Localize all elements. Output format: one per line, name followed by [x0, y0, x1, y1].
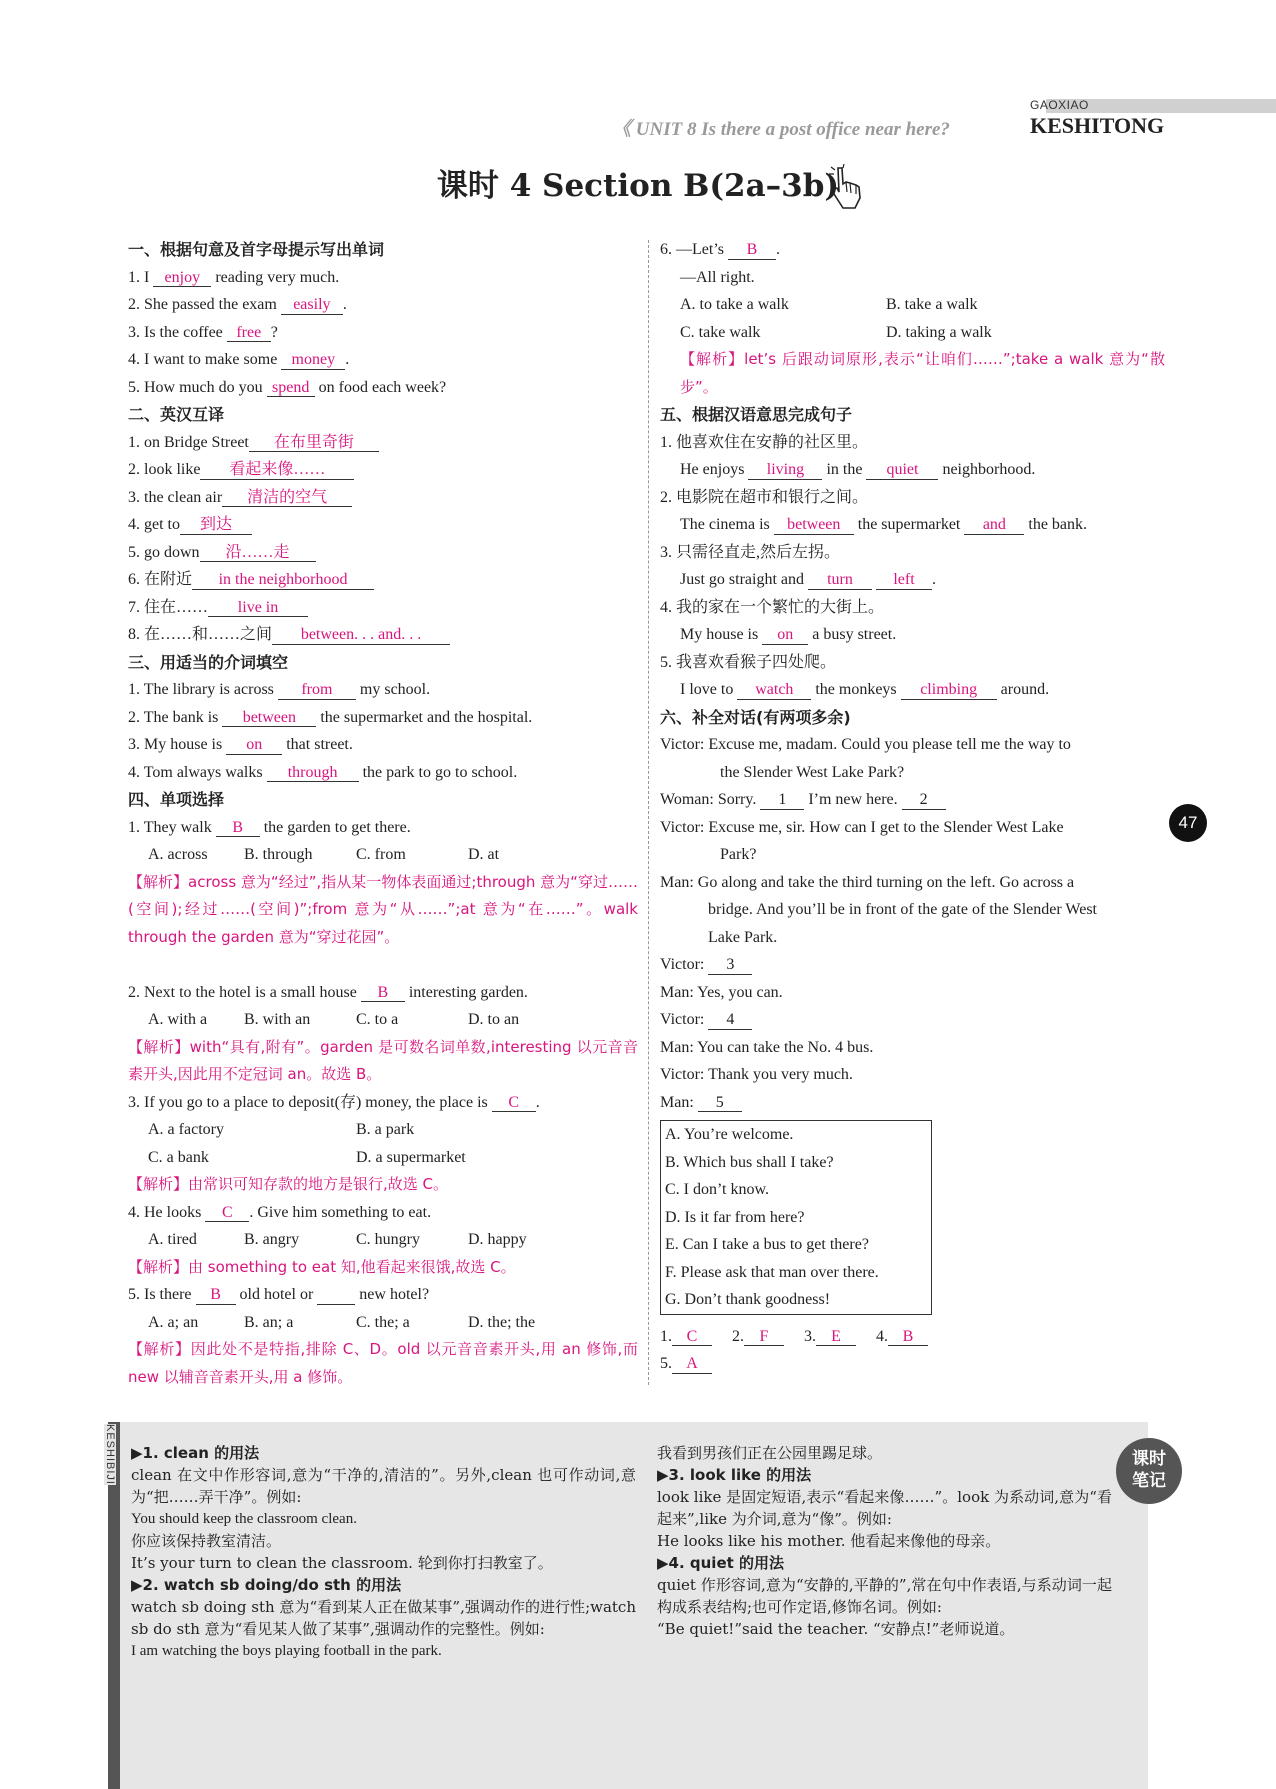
dialog-option: C. I don’t know.	[665, 1181, 769, 1198]
dialog-blank: 3	[708, 957, 752, 975]
sec4-q4-explanation: 【解析】由 something to eat 知,他看起来很饿,故选 C。	[128, 1257, 516, 1276]
note-2-example-cn: 我看到男孩们正在公园里踢足球。	[657, 1444, 883, 1462]
dialog-blank: 1	[760, 792, 804, 810]
sec4-q6-options-row1: A. to take a walk B. take a walk	[680, 296, 978, 313]
page-title: 课时 4 Section B(2a–3b)	[436, 168, 840, 204]
header-brand: KESHITONG	[1030, 113, 1165, 138]
answer-blank: on	[762, 627, 808, 645]
answer-blank: 沿……走	[200, 545, 316, 563]
dialog-answers-row2: 5. A	[660, 1350, 1165, 1378]
dialog-line: Man: 5	[660, 1089, 1165, 1117]
answer-blank: from	[278, 682, 356, 700]
dialog-line: Man: Yes, you can.	[660, 983, 783, 1001]
sec2-q8: 8. 在……和……之间 between. . . and. . .	[128, 621, 638, 649]
sec4-q6: 6. —Let’s B .	[660, 241, 780, 258]
answer-blank: turn	[808, 572, 872, 590]
answer-blank: C	[205, 1205, 249, 1223]
header-series: GAOXIAO	[1030, 98, 1089, 112]
note-3-heading: ▶3. look like 的用法	[657, 1466, 812, 1484]
sec4-q5-options: A. a; an B. an; a C. the; a D. the; the	[148, 1313, 536, 1331]
note-2-example: I am watching the boys playing football in the park.	[131, 1643, 442, 1659]
dialog-line: Victor: Excuse me, madam. Could you please tell me the way to	[660, 736, 1071, 753]
sec4-q3: 3. If you go to a place to deposit(存) money, the place is C .	[128, 1093, 540, 1111]
sec5-q4-en: My house is on a busy street.	[680, 626, 897, 643]
header-unit: 《 UNIT 8 Is there a post office near here?	[612, 119, 950, 140]
dialog-option: F. Please ask that man over there.	[665, 1263, 879, 1281]
note-2-heading: ▶2. watch sb doing/do sth 的用法	[131, 1576, 402, 1594]
dialog-option: B. Which bus shall I take?	[665, 1153, 834, 1171]
answer-blank: free	[227, 325, 271, 343]
sec5-q1-cn: 1. 他喜欢住在安静的社区里。	[660, 433, 869, 451]
dialog-line: Man: Go along and take the third turning on the left. Go across a	[660, 873, 1075, 891]
notes-badge	[1116, 1438, 1182, 1504]
answer-blank: 清洁的空气	[222, 490, 352, 508]
sec3-q4: 4. Tom always walks through the park to go to school.	[128, 763, 518, 781]
sec1-q3: 3. Is the coffee free ?	[128, 323, 278, 341]
sec4-q2-explanation: 【解析】with“具有,附有”。garden 是可数名词单数,interesting 以元音音素开头,因此用不定冠词 an。故选 B。	[128, 1037, 638, 1083]
sec2-q7: 7. 住在…… live in	[128, 594, 638, 622]
note-1-body: clean 在文中作形容词,意为“干净的,清洁的”。另外,clean 也可作动词,意为“把……弄干净”。例如:	[131, 1466, 636, 1506]
dialog-line: Victor: 3	[660, 951, 1165, 979]
note-3-body: look like 是固定短语,表示“看起来像……”。look 为系动词,意为“看起来”,like 为介词,意为“像”。例如:	[657, 1488, 1112, 1528]
sec2-q2: 2. look like 看起来像……	[128, 456, 638, 484]
answer-blank: money	[281, 352, 345, 370]
sec4-q1: 1. They walk B the garden to get there.	[128, 818, 411, 836]
note-4-body: quiet 作形容词,意为“安静的,平静的”,常在句中作表语,与系动词一起构成系表结构;也可作定语,修饰名词。例如:	[657, 1576, 1112, 1616]
sec2-q5: 5. go down 沿……走	[128, 539, 638, 567]
sec5-q1-en: He enjoys living in the quiet neighborhood.	[680, 461, 1036, 478]
section-6-title: 六、补全对话(有两项多余)	[660, 707, 851, 727]
sec1-q2: 2. She passed the exam easily .	[128, 296, 347, 313]
note-4-example: “Be quiet!”said the teacher. “安静点!”老师说道。	[657, 1620, 1015, 1638]
pointing-hand-icon	[828, 164, 872, 214]
answer-blank: spend	[267, 380, 315, 398]
answer-blank: quiet	[866, 462, 938, 480]
answer-blank: left	[876, 572, 932, 590]
sec5-q2-en: The cinema is between the supermarket and the bank.	[680, 516, 1088, 533]
sec4-q3-options-row2: C. a bank D. a supermarket	[148, 1148, 466, 1166]
answer-blank: through	[267, 765, 359, 783]
dialog-line: Victor: 4	[660, 1006, 1165, 1034]
answer-blank: C	[672, 1329, 712, 1347]
empty-blank	[317, 1287, 355, 1305]
dialog-option: D. Is it far from here?	[665, 1208, 805, 1226]
dialog-blank: 4	[708, 1012, 752, 1030]
sec1-q1: 1. I enjoy reading very much.	[128, 268, 340, 286]
sec2-q3: 3. the clean air 清洁的空气	[128, 484, 638, 512]
dialog-line: bridge. And you’ll be in front of the gate of the Slender West	[708, 901, 1097, 918]
answer-blank: easily	[281, 297, 343, 315]
answer-blank: 在布里奇街	[249, 435, 379, 453]
dialog-blank: 2	[902, 792, 946, 810]
answer-blank: between	[774, 517, 854, 535]
answer-blank: between	[222, 710, 316, 728]
dialog-line: Lake Park.	[708, 928, 778, 946]
note-1-example-cn: 你应该保持教室清洁。	[131, 1532, 282, 1550]
notes-left-column	[131, 1442, 636, 1662]
notes-right-column	[657, 1442, 1112, 1640]
note-4-heading: ▶4. quiet 的用法	[657, 1554, 785, 1572]
sec1-q4: 4. I want to make some money .	[128, 351, 350, 368]
sec5-q5-cn: 5. 我喜欢看猴子四处爬。	[660, 653, 837, 671]
answer-blank: and	[964, 517, 1024, 535]
dialog-option: E. Can I take a bus to get there?	[665, 1236, 869, 1253]
answer-blank: 看起来像……	[200, 462, 354, 480]
answer-blank: 到达	[180, 517, 252, 535]
answer-blank: A	[672, 1356, 712, 1374]
sec4-q2: 2. Next to the hotel is a small house B interesting garden.	[128, 983, 528, 1001]
dialog-line: Man: You can take the No. 4 bus.	[660, 1038, 874, 1056]
answer-blank: between. . . and. . .	[272, 627, 450, 645]
sec5-q2-cn: 2. 电影院在超市和银行之间。	[660, 488, 869, 506]
page-number: 47	[1169, 804, 1207, 842]
sec4-q5: 5. Is there B old hotel or new hotel?	[128, 1286, 430, 1303]
notes-side-label: KESHIBIJI	[104, 1424, 116, 1485]
sec2-q4: 4. get to 到达	[128, 511, 638, 539]
note-1-heading: ▶1. clean 的用法	[131, 1444, 260, 1462]
sec4-q6-reply: —All right.	[680, 268, 755, 286]
answer-blank: live in	[208, 600, 308, 618]
dialog-blank: 5	[698, 1095, 742, 1113]
notes-badge-line: 课时	[1132, 1449, 1166, 1469]
answer-blank: B	[888, 1329, 928, 1347]
sec1-q5: 5. How much do you spend on food each week?	[128, 378, 447, 396]
dialog-line: Victor: Excuse me, sir. How can I get to the Slender West Lake	[660, 818, 1064, 836]
sec2-q1: 1. on Bridge Street 在布里奇街	[128, 429, 638, 457]
section-3-title: 三、用适当的介词填空	[128, 652, 289, 672]
sec4-q5-explanation: 【解析】因此处不是特指,排除 C、D。old 以元音音素开头,用 an 修饰,而 new 以辅音音素开头,用 a 修饰。	[128, 1340, 638, 1386]
answer-blank: B	[196, 1287, 236, 1305]
answer-blank: living	[748, 462, 822, 480]
answer-blank: B	[216, 820, 260, 838]
answer-blank: climbing	[901, 682, 997, 700]
dialog-option: G. Don’t thank goodness!	[665, 1291, 831, 1308]
sec4-q3-options-row1: A. a factory B. a park	[148, 1121, 415, 1138]
answer-blank: on	[226, 737, 282, 755]
dialog-line: Woman: Sorry. 1 I’m new here. 2	[660, 786, 1165, 814]
sec4-q2-options: A. with a B. with an C. to a D. to an	[148, 1011, 520, 1028]
answer-blank: B	[728, 242, 776, 260]
sec5-q4-cn: 4. 我的家在一个繁忙的大街上。	[660, 598, 885, 616]
dialog-answers-row1: 1. C 2. F 3. E 4. B	[660, 1323, 1165, 1351]
section-4-title: 四、单项选择	[128, 790, 225, 809]
right-column	[660, 236, 1165, 1378]
column-divider	[648, 240, 649, 1385]
sec4-q6-explanation: 【解析】let’s 后跟动词原形,表示“让咱们……”;take a walk 意为“散步”。	[680, 350, 1165, 396]
dialog-line: the Slender West Lake Park?	[720, 763, 905, 781]
sec4-q3-explanation: 【解析】由常识可知存款的地方是银行,故选 C。	[128, 1175, 449, 1193]
dialog-line: Park?	[720, 846, 757, 863]
sec4-q4: 4. He looks C . Give him something to eat.	[128, 1203, 432, 1221]
answer-blank: E	[816, 1329, 856, 1347]
notes-badge-line: 笔记	[1132, 1471, 1166, 1491]
answer-blank: B	[361, 985, 405, 1003]
note-3-example: He looks like his mother. 他看起来像他的母亲。	[657, 1532, 1001, 1550]
sec4-q1-explanation: 【解析】across 意为“经过”,指从某一物体表面通过;through 意为“穿过……(空间);经过……(空间)”;from 意为“从……”;at 意为“在……”。walk through the garden 意为“穿过花园”。	[128, 872, 638, 946]
sec4-q6-options-row2: C. take walk D. taking a walk	[680, 323, 992, 341]
sec3-q1: 1. The library is across from my school.	[128, 681, 431, 698]
dialog-options-box	[660, 1120, 932, 1315]
sec5-q5-en: I love to watch the monkeys climbing around.	[680, 681, 1050, 698]
section-2-title: 二、英汉互译	[128, 405, 225, 424]
section-5-title: 五、根据汉语意思完成句子	[660, 405, 853, 424]
answer-blank: enjoy	[153, 270, 211, 288]
dialog-option: A. You’re welcome.	[665, 1126, 794, 1143]
dialog-line: Victor: Thank you very much.	[660, 1066, 853, 1083]
sec5-q3-en: Just go straight and turn left .	[680, 571, 936, 588]
sec4-q1-options: A. across B. through C. from D. at	[148, 846, 500, 863]
answer-blank: in the neighborhood	[192, 572, 374, 590]
sec3-q2: 2. The bank is between the supermarket and the hospital.	[128, 708, 533, 726]
sec5-q3-cn: 3. 只需径直走,然后左拐。	[660, 543, 841, 561]
note-1-example: It’s your turn to clean the classroom. 轮到你打扫教室了。	[131, 1554, 553, 1572]
sec2-q6: 6. 在附近 in the neighborhood	[128, 566, 638, 594]
left-column	[128, 236, 638, 1391]
section-1-title: 一、根据句意及首字母提示写出单词	[128, 240, 385, 259]
sec4-q4-options: A. tired B. angry C. hungry D. happy	[148, 1231, 527, 1248]
note-1-example: You should keep the classroom clean.	[131, 1511, 357, 1527]
note-2-body: watch sb doing sth 意为“看到某人正在做某事”,强调动作的进行性;watch sb do sth 意为“看见某人做了某事”,强调动作的完整性。例如:	[131, 1598, 636, 1638]
answer-blank: F	[744, 1329, 784, 1347]
answer-blank: C	[492, 1095, 536, 1113]
sec3-q3: 3. My house is on that street.	[128, 736, 353, 753]
answer-blank: watch	[737, 682, 811, 700]
